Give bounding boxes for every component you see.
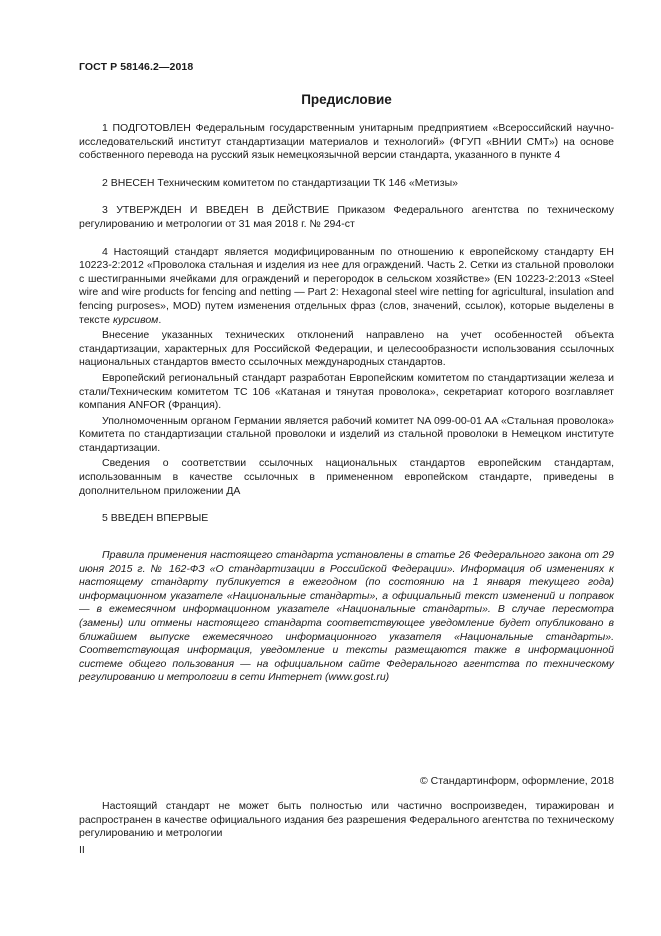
foreword-body xyxy=(79,122,614,526)
paragraph-german-authority: Уполномоченным органом Германии является рабочий комитет NA 099-00-01 AA «Стальная проволока» Комитета по стандартизации стальной проволоки и изделий из стальной проволоки в Немецком институте стандартизации. xyxy=(79,414,614,454)
paragraph-introduced-first: 5 ВВЕДЕН ВПЕРВЫЕ xyxy=(102,512,209,525)
paragraph-deviations: Внесение указанных технических отклонений направлено на учет особенностей объекта стандартизации, характерных для Российской Федерации, и целесообразности использования ссылочных национальных стандартов вместо ссылочных международных стандартов. xyxy=(79,329,614,369)
modification-end: . xyxy=(158,313,162,326)
paragraph-european-standard: Европейский региональный стандарт разработан Европейским комитетом по стандартизации железа и стали/Техническим комитетом ТС 106 «Катаная и тянутая проволока», секретариат которого возглавляет компания ANFOR (Франция). xyxy=(79,371,614,412)
modification-italic-word: курсивом xyxy=(112,313,159,326)
copyright-text: © Стандартинформ, оформление, 2018 xyxy=(419,775,614,787)
page-title: Предисловие xyxy=(301,92,392,107)
paragraph-approved: 3 УТВЕРЖДЕН И ВВЕДЕН В ДЕЙСТВИЕ Приказом Федерального агентства по техническому регулированию и метрологии от 31 мая 2018 г. № 294-ст xyxy=(79,204,614,230)
paragraph-modification xyxy=(79,246,614,328)
page-number: II xyxy=(79,844,85,856)
paragraph-prepared-by: 1 ПОДГОТОВЛЕН Федеральным государственным унитарным предприятием «Всероссийский научно-исследовательский институт стандартизации материалов и технологий» (ФГУП «ВНИИ СМТ») на основе собственного перевода на русский язык немецкоязычной версии стандарта, указанного в пункте 4 xyxy=(79,122,614,162)
standard-code: ГОСТ Р 58146.2—2018 xyxy=(79,61,194,73)
paragraph-submitted-by: 2 ВНЕСЕН Техническим комитетом по стандартизации ТК 146 «Метизы» xyxy=(102,176,458,189)
copyright-line xyxy=(420,775,614,787)
modification-text: 4 Настоящий стандарт является модифицированным по отношению к европейскому стандарту ЕН 10223-2:2012 «Проволока стальная и изделия из нее для ограждений. Часть 2. Сетки из стальной проволоки с шестигранными ячейками для ограждений и перегородок в сельском хозяйстве» (EN 10223-2:2013 «Steel wire and wire products for fencing and netting — Part 2: Hexagonal steel wire netting for agricultural, insulation and fencing purposes», MOD) путем изменения отдельных фраз (слов, значений, ссылок), которые выделены в тексте xyxy=(79,245,614,326)
application-rules-notice: Правила применения настоящего стандарта установлены в статье 26 Федерального закона от 29 июня 2015 г. № 162-ФЗ «О стандартизации в Российской Федерации». Информация об изменениях к настоящему стандарту публикуется в ежегодном (по состоянию на 1 января текущего года) информационном указателе «Национальные стандарты», а официальный текст изменений и поправок — в ежемесячном информационном указателе «Национальные стандарты». В случае пересмотра (замены) или отмены настоящего стандарта соответствующее уведомление будет опубликовано в ближайшем выпуске ежемесячного информационного указателя «Национальные стандарты». Соответствующая информация, уведомление и тексты размещаются также в информационной системе общего пользования — на официальном сайте Федерального агентства по техническому регулированию и метрологии в сети Интернет (www.gost.ru) xyxy=(79,549,614,684)
reproduction-notice: Настоящий стандарт не может быть полностью или частично воспроизведен, тиражирован и распространен в качестве официального издания без разрешения Федерального агентства по техническому регулированию и метрологии xyxy=(79,800,614,840)
paragraph-correspondence: Сведения о соответствии ссылочных национальных стандартов европейским стандартам, использованным в качестве ссылочных в примененном европейском стандарте, приведены в дополнительном приложении ДА xyxy=(79,457,614,497)
